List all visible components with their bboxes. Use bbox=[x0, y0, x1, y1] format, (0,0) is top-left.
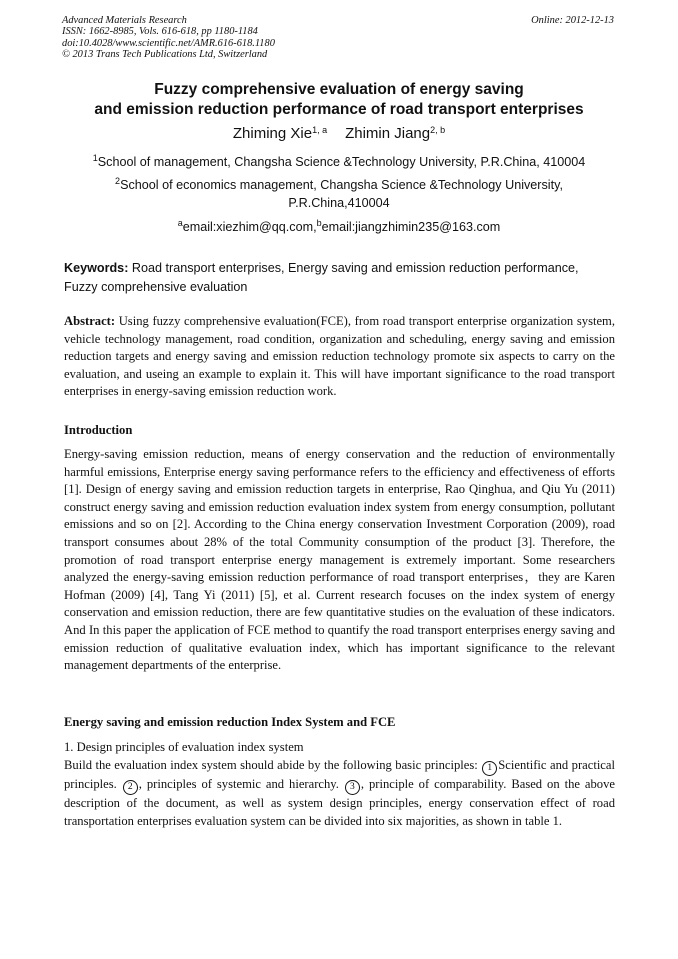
author-list bbox=[40, 125, 638, 142]
email-link[interactable]: email:xiezhim@qq.com, bbox=[182, 220, 317, 234]
affiliation-text: P.R.China,410004 bbox=[288, 196, 390, 210]
abstract-block bbox=[64, 313, 615, 401]
keywords-label: Keywords: bbox=[64, 261, 129, 275]
abstract-label: Abstract: bbox=[64, 314, 116, 328]
online-date: Online: 2012-12-13 bbox=[531, 15, 614, 26]
affiliation-text: School of economics management, Changsha Science &Technology University, bbox=[120, 178, 563, 192]
author-name: Zhimin Jiang bbox=[345, 125, 431, 142]
title-line-1: Fuzzy comprehensive evaluation of energy saving bbox=[154, 81, 524, 98]
email-link[interactable]: email:jiangzhimin235@163.com bbox=[321, 220, 501, 234]
journal-name: Advanced Materials Research bbox=[62, 15, 187, 26]
doi-line: doi:10.4028/www.scientific.net/AMR.616-618.1180 bbox=[62, 37, 275, 49]
affiliation-2 bbox=[40, 176, 638, 212]
keywords-block bbox=[64, 259, 615, 296]
title-line-2: and emission reduction performance of road transport enterprises bbox=[94, 101, 584, 118]
paper-title bbox=[40, 80, 638, 120]
keywords-text: Road transport enterprises, Energy saving and emission reduction performance, Fuzzy comprehensive evaluation bbox=[64, 261, 579, 294]
email-superscript: a bbox=[177, 218, 183, 228]
subsection-heading: 1. Design principles of evaluation index system bbox=[64, 740, 304, 754]
journal-header bbox=[62, 15, 614, 61]
author-superscript: 2, b bbox=[430, 125, 446, 135]
section-heading-index-system: Energy saving and emission reduction Index System and FCE bbox=[64, 715, 396, 729]
abstract-text: Using fuzzy comprehensive evaluation(FCE), from road transport enterprise organization system, vehicle technology management, road condition, organization and scheduling, energy saving and emission reduction targets and energy saving and emission reduction technology promote six aspects to carry on the evaluation, and useing an example to explain it. This will have important significance to the road transport enterprises in energy-saving emission reduction work. bbox=[64, 314, 615, 399]
circled-number-2: 2 bbox=[123, 780, 138, 795]
author-name: Zhiming Xie bbox=[232, 125, 313, 142]
paragraph-text: Build the evaluation index system should abide by the following basic principles: bbox=[64, 758, 482, 772]
introduction-paragraph: Energy-saving emission reduction, means of energy conservation and the reduction of environmentally harmful emissions, Enterprise energy saving performance refers to the efficiency and effectiveness of efforts [1]. Design of energy saving and emission reduction targets in enterprise, Rao Qinghua, and Qiu Yu (2011) construct energy saving and emission reduction evaluation index system from energy consumption, pollutant emissions and so on [2]. According to the China energy conservation Investment Corporation (2009), road transport consumes about 28% of the total Community consumption of the product [3]. Therefore, the promotion of road transport enterprise energy management is extremely important. Some researchers analyzed the energy-saving emission reduction performance of road transport enterprises，they are Karen Hofman (2009) [4], Tang Yi (2011) [5], et al. Current research focuses on the index system of energy conservation and emission reduction, there are few quantitative studies on the evaluation of these indicators. And In this paper the application of FCE method to quantify the road transport enterprises energy saving and emission reduction of qualitative evaluation index, which has important significance to the relevant management departments of the enterprise. bbox=[64, 447, 615, 673]
circled-number-1: 1 bbox=[482, 761, 497, 776]
paragraph-text: Scientific and practical principles. bbox=[64, 758, 615, 791]
email-superscript: b bbox=[316, 218, 322, 228]
author-superscript: 1, a bbox=[312, 125, 328, 135]
paragraph-text: , principles of systemic and hierarchy. bbox=[138, 777, 344, 791]
issn-line: ISSN: 1662-8985, Vols. 616-618, pp 1180-1184 bbox=[62, 26, 258, 38]
affiliation-text: School of management, Changsha Science &Technology University, P.R.China, 410004 bbox=[97, 155, 586, 169]
author-emails bbox=[40, 220, 638, 234]
affiliation-1 bbox=[40, 153, 638, 171]
section-heading-introduction: Introduction bbox=[64, 423, 133, 437]
circled-number-3: 3 bbox=[345, 780, 360, 795]
affiliation-superscript: 2 bbox=[115, 176, 121, 186]
copyright-line: © 2013 Trans Tech Publications Ltd, Switzerland bbox=[62, 49, 268, 61]
principles-paragraph bbox=[64, 757, 615, 830]
affiliation-superscript: 1 bbox=[92, 153, 98, 163]
paragraph-text: , principle of comparability. Based on the above description of the document, as well as system design principles, energy conservation effect of road transportation enterprises evaluation system can be divided into six majorities, as shown in table 1. bbox=[64, 777, 615, 828]
